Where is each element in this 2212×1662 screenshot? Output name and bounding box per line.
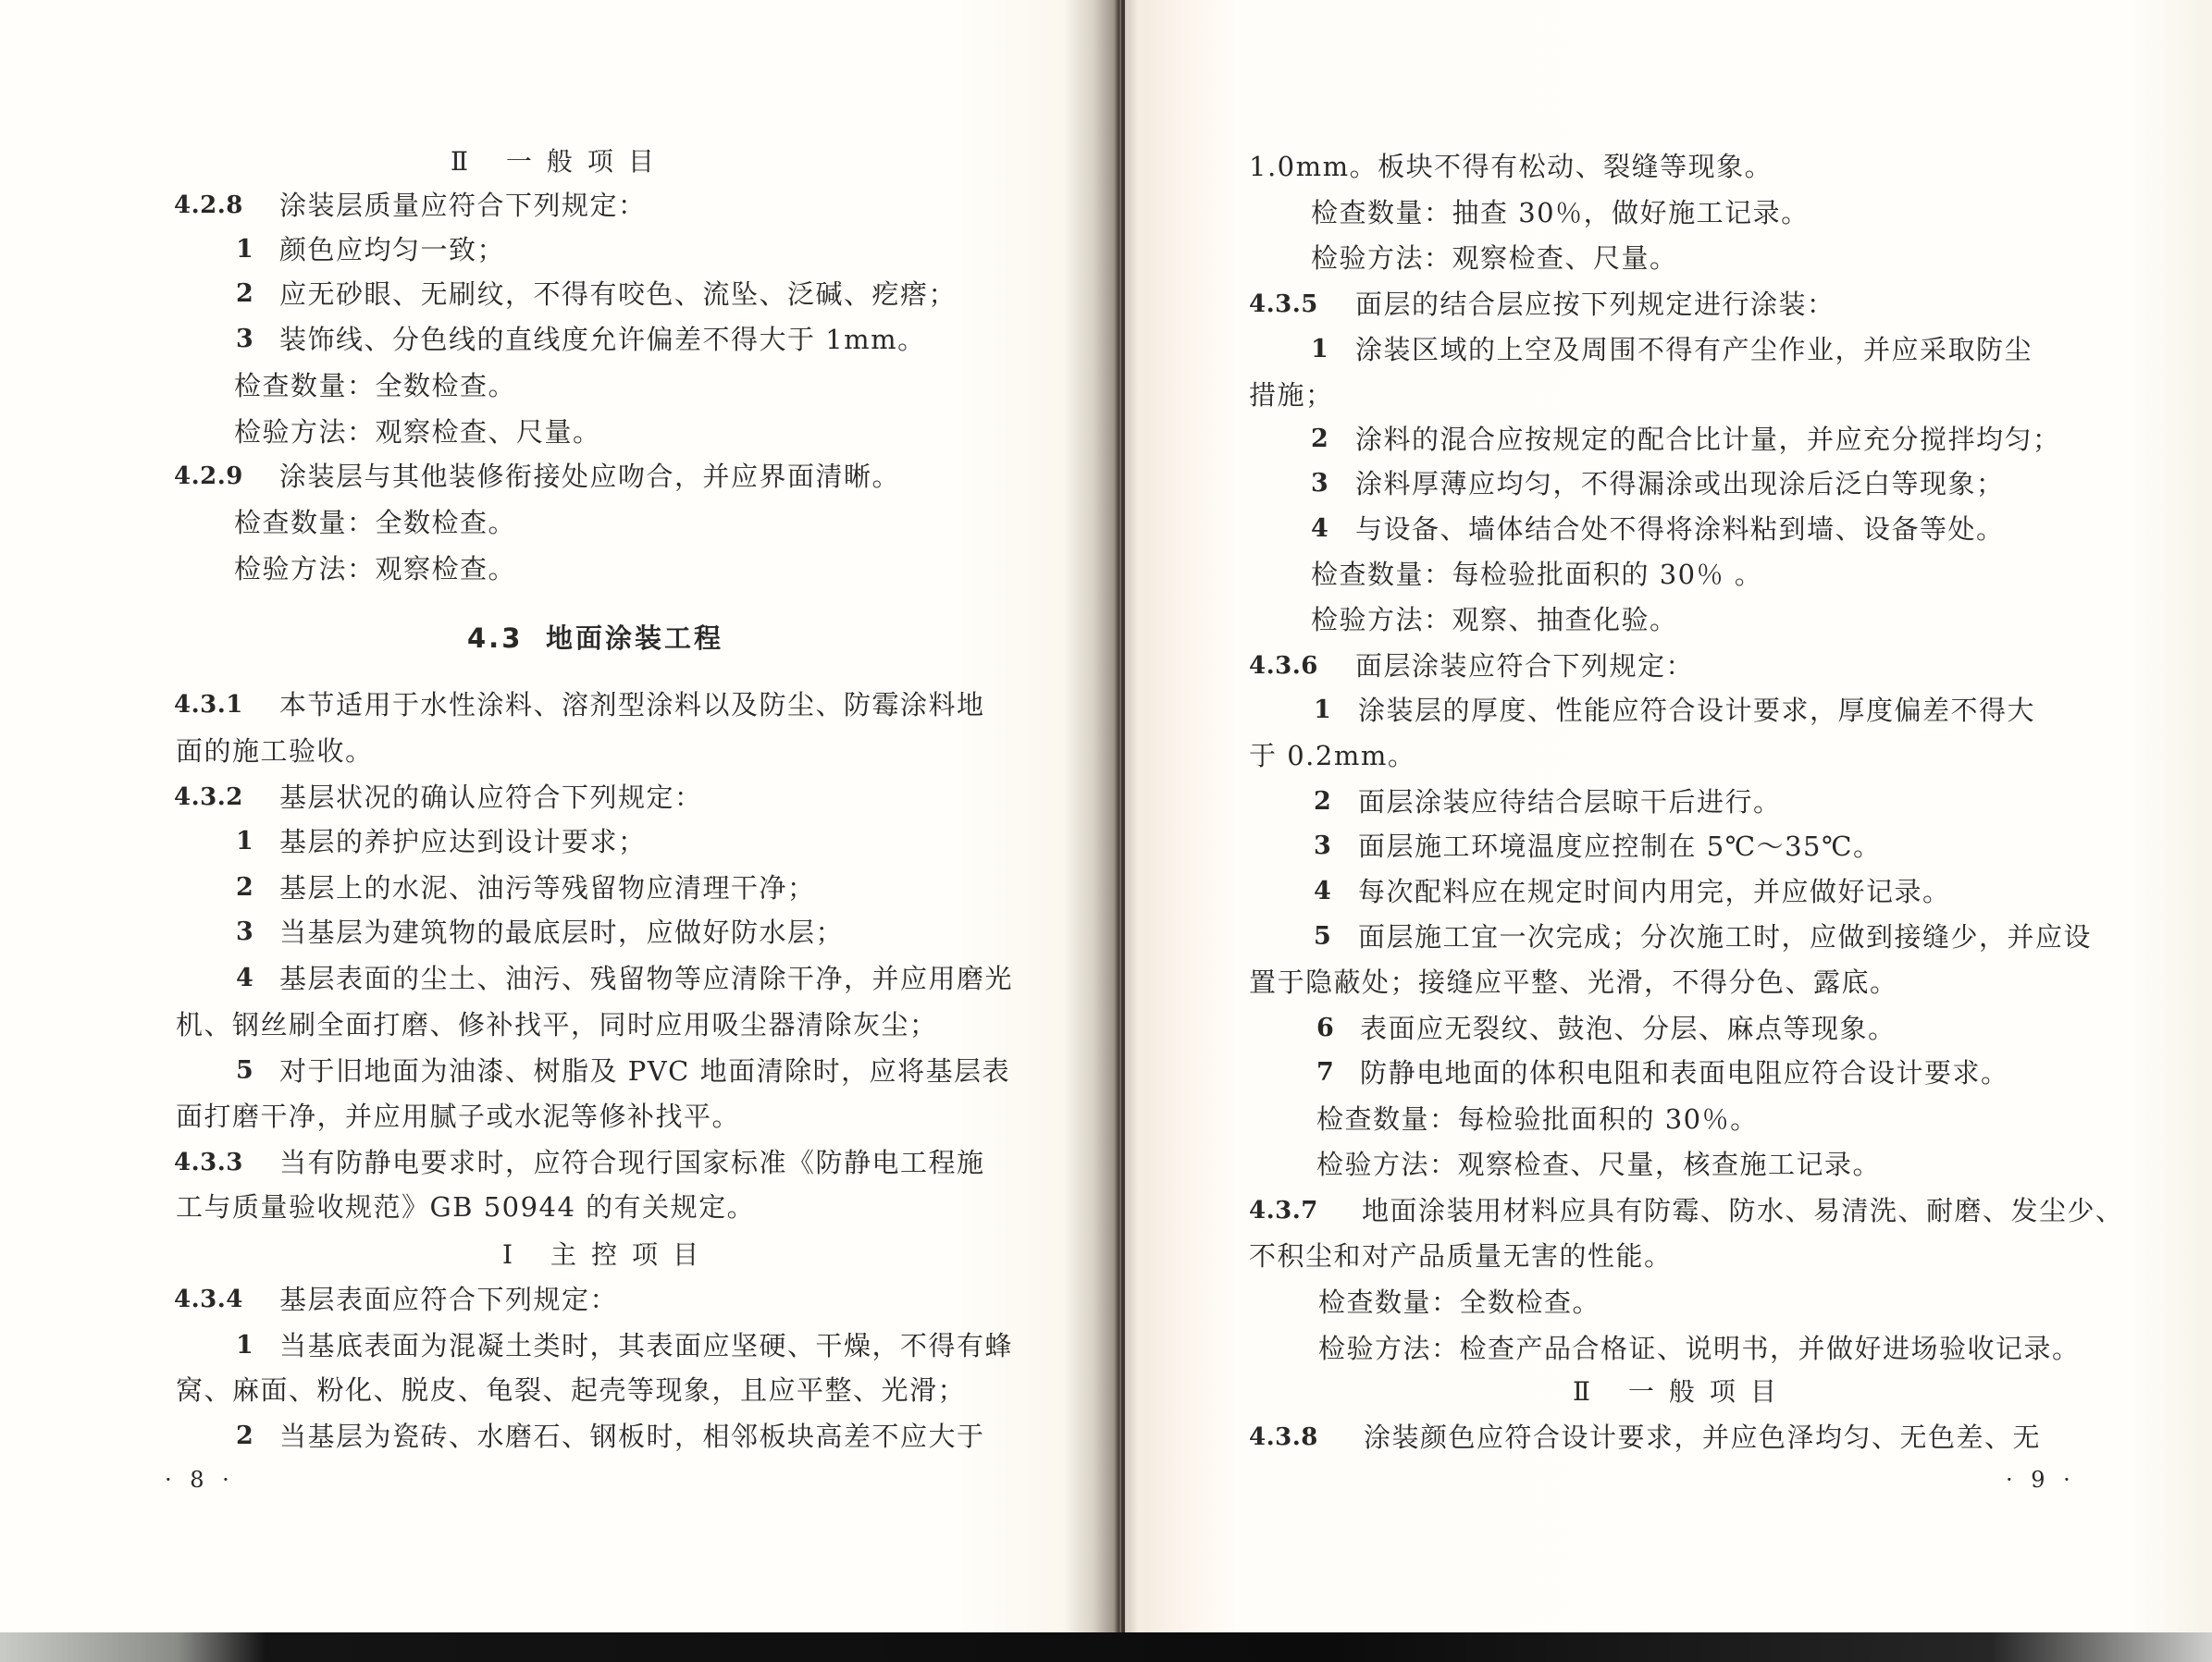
check-method: 检验方法：观察、抽查化验。 [1311,604,1678,635]
item-number: 1 [1311,335,1328,363]
item-text: 当基底表面为混凝土类时，其表面应坚硬、干燥，不得有蜂 [279,1330,1014,1361]
section-number: 4.3 [467,622,524,654]
clause-number: 4.2.9 [174,462,243,490]
clause-number: 4.3.6 [1249,652,1318,680]
check-quantity: 检查数量：每检验批面积的 30％。 [1316,1103,1759,1135]
item-text-continued: 机、钢丝刷全面打磨、修补找平，同时应用吸尘器清除灰尘； [176,1009,938,1040]
item-text: 应无砂眼、无刷纹，不得有咬色、流坠、泛碱、疙瘩； [279,278,958,310]
book-spine-fold [1121,0,1125,1632]
check-method: 检验方法：检查产品合格证、说明书，并做好进场验收记录。 [1318,1333,2081,1364]
clause-number: 4.3.7 [1249,1197,1318,1225]
clause-number: 4.3.5 [1249,290,1318,318]
item-text: 表面应无裂纹、鼓泡、分层、麻点等现象。 [1360,1013,1897,1044]
item-number: 4 [236,964,253,992]
subsection-heading-general-items: Ⅱ 一般项目 [451,146,669,177]
clause-number: 4.3.4 [174,1286,243,1313]
clause-number: 4.2.8 [174,191,243,219]
book-spine-shadow [1064,0,1147,1632]
clause-number: 4.3.2 [174,783,243,811]
check-method: 检验方法：观察检查、尺量，核查施工记录。 [1316,1149,1882,1180]
item-number: 5 [236,1056,253,1085]
check-method: 检验方法：观察检查。 [234,553,517,585]
item-text: 当基层为瓷砖、水磨石、钢板时，相邻板块高差不应大于 [279,1421,985,1452]
item-number: 5 [1314,922,1331,951]
item-text: 涂料的混合应按规定的配合比计量，并应充分搅拌均匀； [1355,424,2061,455]
item-text: 涂料厚薄应均匀，不得漏涂或出现涂后泛白等现象； [1355,468,2005,499]
item-number: 2 [236,873,253,902]
subsection-heading-general-items: Ⅱ 一般项目 [1573,1376,1791,1407]
clause-text: 面层的结合层应按下列规定进行涂装： [1355,289,1835,320]
item-number: 2 [1311,425,1328,453]
item-text: 每次配料应在规定时间内用完，并应做好记录。 [1358,876,1951,907]
item-number: 3 [1311,469,1328,498]
check-quantity: 检查数量：抽查 30％，做好施工记录。 [1311,197,1810,228]
item-text: 颜色应均匀一致； [279,234,506,265]
check-method: 检验方法：观察检查、尺量。 [1311,242,1678,274]
item-text-continued: 于 0.2mm。 [1249,740,1416,771]
item-number: 4 [1311,514,1328,543]
check-quantity: 检查数量：全数检查。 [1318,1287,1601,1318]
clause-text: 本节适用于水性涂料、溶剂型涂料以及防尘、防霉涂料地 [279,689,985,720]
item-text: 与设备、墙体结合处不得将涂料粘到墙、设备等处。 [1355,513,2005,545]
item-number: 1 [236,827,253,856]
item-text: 涂装区域的上空及周围不得有产尘作业，并应采取防尘 [1355,334,2033,365]
clause-text-continued: 工与质量验收规范》GB 50944 的有关规定。 [176,1191,756,1223]
clause-text: 地面涂装用材料应具有防霉、防水、易清洗、耐磨、发尘少、 [1362,1195,2124,1226]
item-text-continued: 面打磨干净，并应用腻子或水泥等修补找平。 [176,1101,741,1132]
subsection-heading-main-items: Ⅰ 主控项目 [502,1239,713,1270]
item-text-continued: 措施； [1249,379,1334,411]
clause-text: 涂装颜色应符合设计要求，并应色泽均匀、无色差、无 [1364,1422,2042,1453]
item-text-continued: 窝、麻面、粉化、脱皮、龟裂、起壳等现象，且应平整、光滑； [176,1374,967,1406]
item-number: 2 [236,1422,253,1450]
item-text: 防静电地面的体积电阻和表面电阻应符合设计要求。 [1360,1057,2009,1089]
check-method: 检验方法：观察检查、尺量。 [234,416,601,448]
item-number: 1 [236,1331,253,1360]
item-number: 6 [1316,1014,1334,1042]
item-number: 1 [236,235,253,264]
item-text: 基层表面的尘土、油污、残留物等应清除干净，并应用磨光 [279,963,1014,994]
clause-text: 涂装层质量应符合下列规定： [279,190,647,221]
item-number: 3 [236,917,253,946]
item-text: 基层的养护应达到设计要求； [279,826,647,857]
item-number: 7 [1316,1058,1334,1087]
item-text: 对于旧地面为油漆、树脂及 PVC 地面清除时，应将基层表 [279,1055,1011,1087]
item-text: 装饰线、分色线的直线度允许偏差不得大于 1mm。 [279,324,926,355]
check-quantity: 检查数量：每检验批面积的 30％ 。 [1311,559,1763,590]
item-text: 涂装层的厚度、性能应符合设计要求，厚度偏差不得大 [1358,695,2036,726]
clause-text: 当有防静电要求时，应符合现行国家标准《防静电工程施 [279,1147,985,1178]
section-title: 地面涂装工程 [546,622,724,654]
item-text-continued: 1.0mm。板块不得有松动、裂缝等现象。 [1249,151,1773,182]
item-text: 面层施工环境温度应控制在 5℃～35℃。 [1358,831,1882,862]
item-number: 4 [1314,877,1331,905]
clause-text: 面层涂装应符合下列规定： [1355,650,1695,682]
item-text-continued: 置于隐蔽处；接缝应平整、光滑，不得分色、露底。 [1249,966,1898,998]
check-quantity: 检查数量：全数检查。 [234,507,517,538]
check-quantity: 检查数量：全数检查。 [234,370,517,401]
item-text: 面层施工宜一次完成；分次施工时，应做到接缝少，并应设 [1358,921,2093,953]
clause-number: 4.3.3 [174,1149,243,1176]
item-number: 2 [236,279,253,308]
item-number: 2 [1314,787,1331,816]
clause-text: 基层表面应符合下列规定： [279,1284,619,1315]
item-text: 基层上的水泥、油污等残留物应清理干净； [279,872,816,904]
page-number: · 9 · [2006,1467,2076,1493]
clause-text-continued: 面的施工验收。 [176,735,374,767]
item-text: 面层涂装应待结合层晾干后进行。 [1358,786,1782,818]
clause-number: 4.3.8 [1249,1423,1318,1451]
clause-text: 涂装层与其他装修衔接处应吻合，并应界面清晰。 [279,461,901,492]
scanner-bottom-edge [0,1632,2212,1662]
clause-number: 4.3.1 [174,691,243,719]
item-number: 3 [1314,831,1331,860]
item-number: 3 [236,325,253,353]
clause-text: 基层状况的确认应符合下列规定： [279,782,703,813]
clause-text-continued: 不积尘和对产品质量无害的性能。 [1249,1240,1673,1272]
item-number: 1 [1314,696,1331,724]
item-text: 当基层为建筑物的最底层时，应做好防水层； [279,917,845,948]
page-number: · 8 · [165,1467,235,1493]
